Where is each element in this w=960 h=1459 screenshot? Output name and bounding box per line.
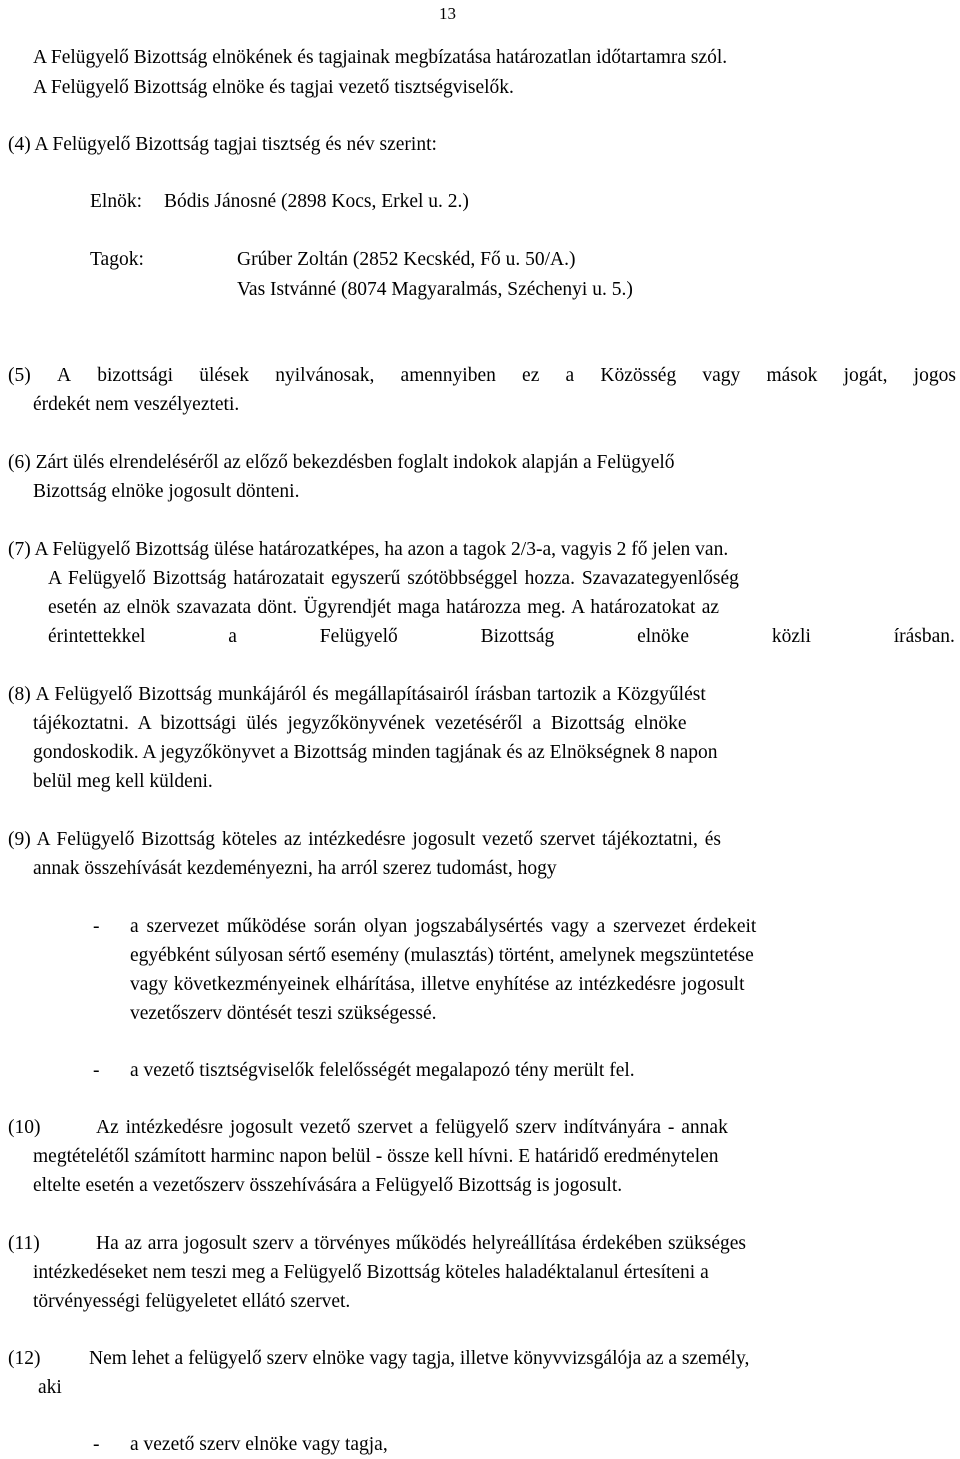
word: jogát, [843, 365, 888, 386]
paragraph-11-line-1: Ha az arra jogosult szerv a törvényes működés helyreállítása érdekében szükséges [96, 1233, 746, 1254]
bullet-1-line-4: vezetőszerv döntését teszi szükségessé. [130, 1003, 437, 1024]
paragraph-8-line-1: (8) A Felügyelő Bizottság munkájáról és megállapításairól írásban tartozik a Közgyűlést [8, 684, 706, 705]
p7-word-7: írásban. [893, 626, 955, 647]
bullet-dash: - [93, 1060, 100, 1081]
paragraph-12-number: (12) [8, 1348, 41, 1369]
intro-line-1: A Felügyelő Bizottság elnökének és tagjainak megbízatása határozatlan időtartamra szól. [33, 47, 728, 68]
word: a [565, 365, 575, 386]
paragraph-8-line-3: gondoskodik. A jegyzőkönyvet a Bizottság minden tagjának és az Elnökségnek 8 napon [33, 742, 718, 763]
p7-word-1: érintettekkel [48, 626, 146, 647]
word: nyilvánosak, [275, 365, 375, 386]
word: bizottsági [97, 365, 174, 386]
bullet-dash: - [93, 1434, 100, 1455]
bullet-1-line-2: egyébként súlyosan sértő esemény (mulasztás) történt, amelynek megszüntetése [130, 945, 754, 966]
word: vagy [702, 365, 741, 386]
bullet-1-line-3: vagy következményeinek elhárítása, illetve enyhítése az intézkedésre jogosult [130, 974, 745, 995]
paragraph-7-line-2: A Felügyelő Bizottság határozatait egyszerű szótöbbséggel hozza. Szavazategyenlőség [48, 568, 739, 589]
paragraph-10-line-1: Az intézkedésre jogosult vezető szervet a felügyelő szerv indítványára - annak [96, 1117, 728, 1138]
paragraph-6-line-1: (6) Zárt ülés elrendeléséről az előző bekezdésben foglalt indokok alapján a Felügyelő [8, 452, 675, 473]
elnok-label: Elnök: [90, 191, 142, 212]
paragraph-10-line-2: megtételétől számított harminc napon belül - össze kell hívni. E határidő eredménytelen [33, 1146, 719, 1167]
paragraph-11-number: (11) [8, 1233, 40, 1254]
intro-line-2: A Felügyelő Bizottság elnöke és tagjai vezető tisztségviselők. [33, 77, 514, 98]
paragraph-5-line-2: érdekét nem veszélyezteti. [33, 394, 240, 415]
bullet-1-line-1: a szervezet működése során olyan jogszabálysértés vagy a szervezet érdekeit [130, 916, 757, 937]
page-number: 13 [439, 4, 456, 23]
word: (5) [8, 365, 31, 386]
p7-word-4: Bizottság [480, 626, 555, 647]
word: mások [766, 365, 818, 386]
word: amennyiben [400, 365, 496, 386]
paragraph-4-heading: (4) A Felügyelő Bizottság tagjai tisztség és név szerint: [8, 134, 437, 155]
word: jogos [913, 365, 956, 386]
paragraph-10-number: (10) [8, 1117, 41, 1138]
paragraph-5-line-1-text [8, 366, 956, 386]
paragraph-5-line-1 [8, 366, 956, 386]
tag-1: Grúber Zoltán (2852 Kecskéd, Fő u. 50/A.) [237, 249, 576, 270]
p7-word-5: elnöke [637, 626, 690, 647]
paragraph-9-line-1: (9) A Felügyelő Bizottság köteles az intézkedésre jogosult vezető szervet tájékoztatni, és [8, 829, 721, 850]
paragraph-8-line-2: tájékoztatni. A bizottsági ülés jegyzőkönyvének vezetéséről a Bizottság elnöke [33, 713, 687, 734]
bullet-dash: - [93, 916, 100, 937]
paragraph-10-line-3: eltelte esetén a vezetőszerv összehívására a Felügyelő Bizottság is jogosult. [33, 1175, 623, 1196]
paragraph-11-line-2: intézkedéseket nem teszi meg a Felügyelő Bizottság köteles haladéktalanul értesíteni a [33, 1262, 709, 1283]
paragraph-8-line-4: belül meg kell küldeni. [33, 771, 213, 792]
paragraph-11-line-3: törvényességi felügyeletet ellátó szervet. [33, 1291, 351, 1312]
paragraph-7-line-4 [48, 627, 955, 647]
word: ez [522, 365, 540, 386]
p7-word-3: Felügyelő [319, 626, 398, 647]
tag-2: Vas Istvánné (8074 Magyaralmás, Széchenyi u. 5.) [237, 279, 633, 300]
p7-word-6: közli [771, 626, 811, 647]
word: Közösség [600, 365, 677, 386]
paragraph-9-line-2: annak összehívását kezdeményezni, ha arról szerez tudomást, hogy [33, 858, 557, 879]
word: A [56, 365, 72, 386]
p7-word-2: a [228, 626, 237, 647]
paragraph-12-line-2: aki [38, 1377, 62, 1398]
paragraph-7-line-3: esetén az elnök szavazata dönt. Ügyrendjét maga határozza meg. A határozatokat az [48, 597, 720, 618]
bullet-2-line-1: a vezető tisztségviselők felelősségét megalapozó tény merült fel. [130, 1060, 635, 1081]
paragraph-12-line-1: Nem lehet a felügyelő szerv elnöke vagy tagja, illetve könyvvizsgálója az a személy, [89, 1348, 750, 1369]
paragraph-7-line-1: (7) A Felügyelő Bizottság ülése határozatképes, ha azon a tagok 2/3-a, vagyis 2 fő jelen van. [8, 539, 729, 560]
elnok-value: Bódis Jánosné (2898 Kocs, Erkel u. 2.) [164, 191, 469, 212]
bullet-12-line-1: a vezető szerv elnöke vagy tagja, [130, 1434, 388, 1455]
word: ülések [199, 365, 250, 386]
tagok-label: Tagok: [90, 249, 144, 270]
paragraph-6-line-2: Bizottság elnöke jogosult dönteni. [33, 481, 300, 502]
